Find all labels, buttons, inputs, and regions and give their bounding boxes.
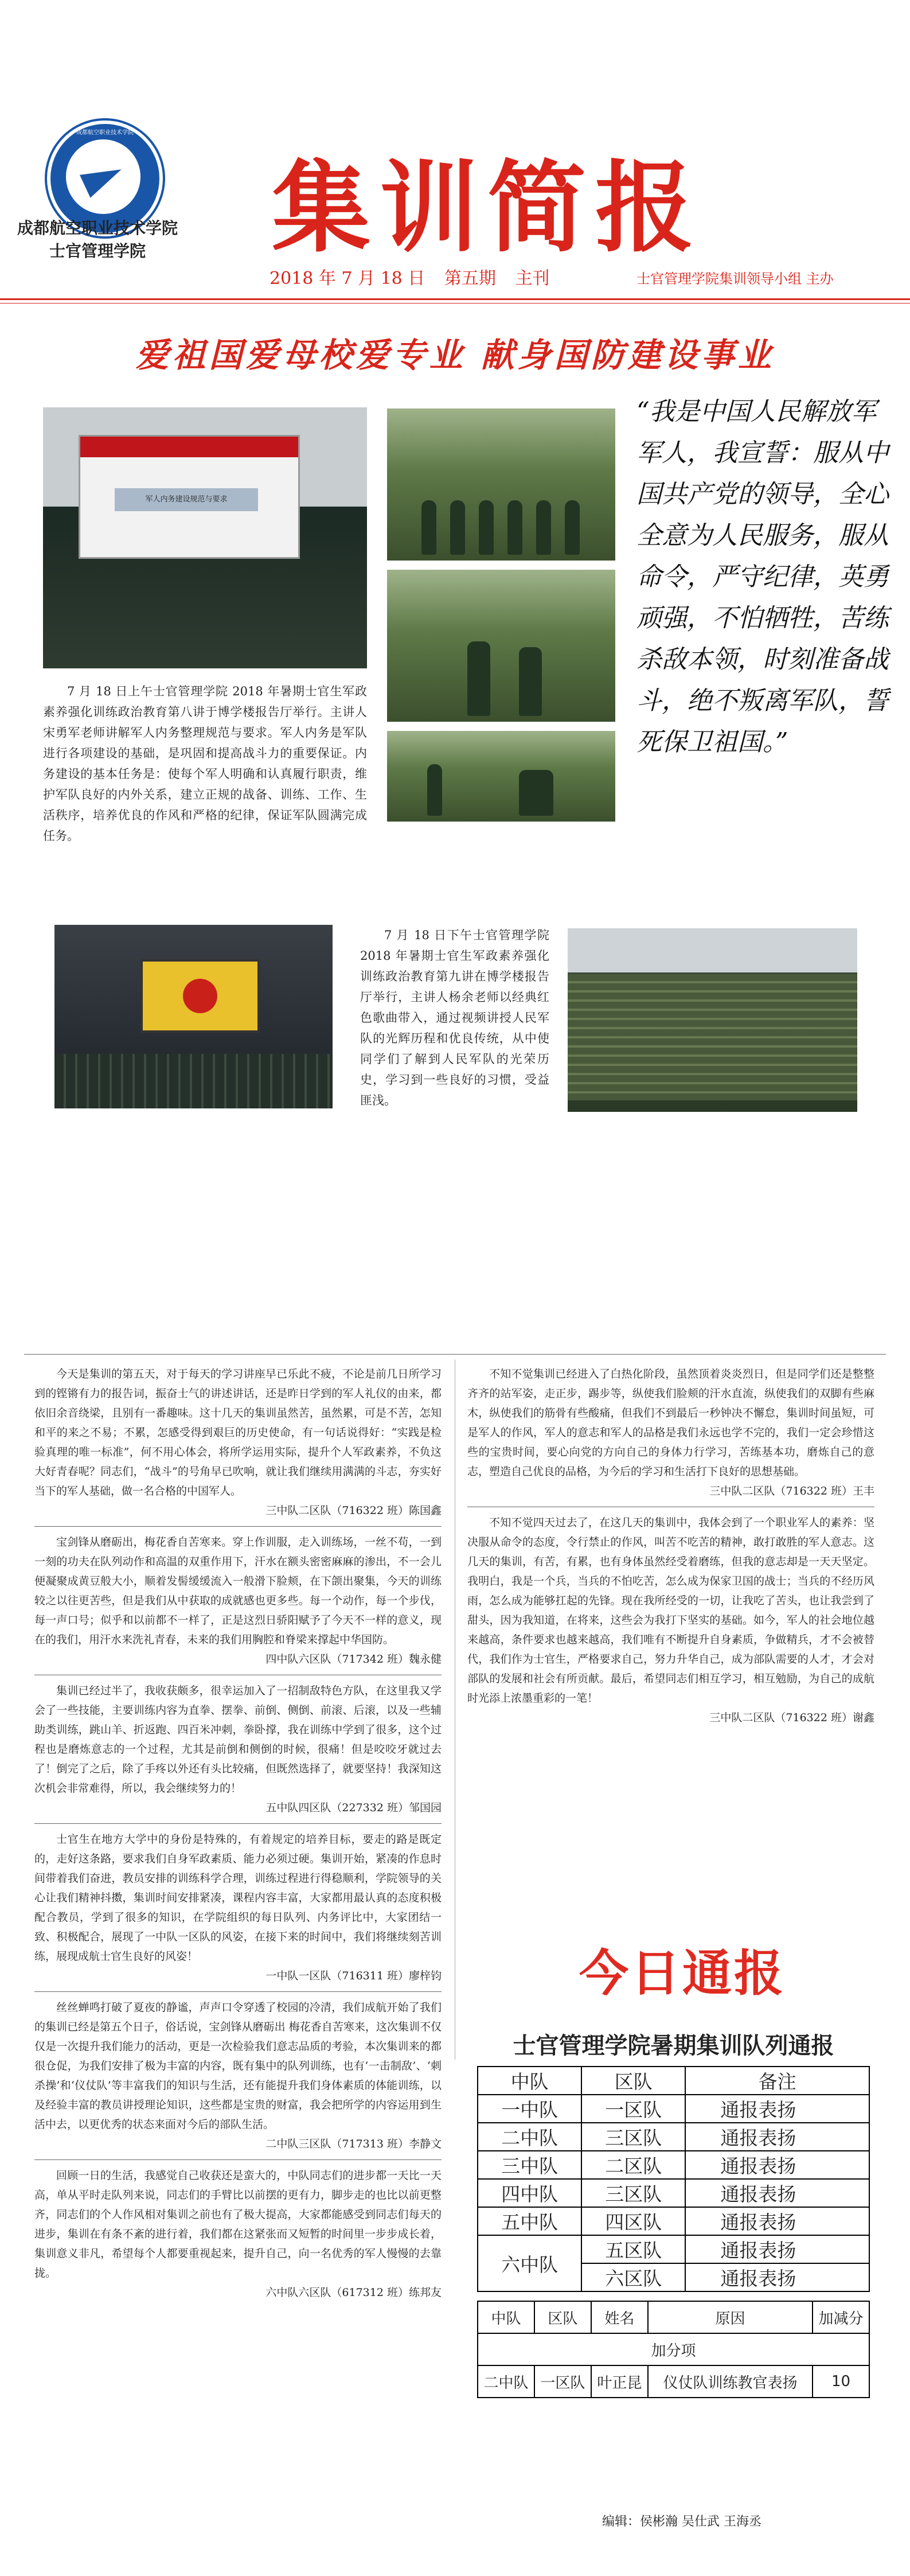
cell-bz: 通报表扬	[685, 2235, 869, 2263]
table-title: 士官管理学院暑期集训队列通报	[513, 2033, 834, 2059]
article-3	[34, 1681, 442, 1824]
article-signature: 六中队六区队（617312 班）练邦友	[265, 2286, 442, 2299]
article-body: 不知不觉集训已经进入了白热化阶段，虽然顶着炎炎烈日，但是同学们还是整整齐齐的站军姿，走正步，踢步等，纵使我们脸颊的汗水直流，纵使我们的双脚有些麻木，纵使我们的筋骨有些酸痛，但我们不到最后一秒钟决不懈怠，集训时间虽短，可是军人的作风，军人的意志和军人的品格是我们永远也学不完的，我们一定会珍惜这些的宝贵时间，要心向党的方向自己的身体力行学习，苦练基本功，磨炼自己的意志，塑造自己优良的品格，为今后的学习和生活打下良好的思想基础。	[467, 1368, 874, 1478]
article-5	[34, 1998, 442, 2160]
article-signature: 三中队二区队（716322 班）谢鑫	[709, 1711, 874, 1724]
lecture9-hall-photo	[54, 925, 333, 1108]
issue-date: 2018 年 7 月 18 日	[270, 269, 425, 289]
article-body: 士官生在地方大学中的身份是特殊的，有着规定的培养目标，要走的路是既定的，走好这条路，要求我们自身军政素质、能力必须过硬。集训开始，紧凑的作息时间带着我们奋进，教员安排的训练科学合理，训练过程进行得稳顺利，学院领导的关心让我们精神抖擞，集训时间安排紧凑，课程内容丰富，大家都用最认真的态度积极配合教员，学到了很多的知识，在学院组织的每日队列、内务评比中，大家团结一致、积极配合，展现了一中队一区队的风姿，在接下来的时间中，我们将继续刻苦训练，展现成航士官生良好的风姿！	[34, 1833, 442, 1963]
col-header: 备注	[685, 2067, 869, 2095]
article-body: 今天是集训的第五天，对于每天的学习讲座早已乐此不疲，不论是前几日所学习到的铿锵有力的报告词，振奋士气的讲述讲话，还是昨日学到的军人礼仪的由来，都依旧余音绕梁，且别有一番趣味。这十几天的集训虽然苦，虽然累，可是不苦，怎知和平的来之不易；不累，怎感受得到艰巨的历史使命，有一句话说得好：“实践是检验真理的唯一标准”，何不用心体会，将所学运用实际，提升个人军政素养，不负这大好青春呢？同志们，“战斗”的号角早已吹响，就让我们继续用满满的斗志，夯实好当下的军人基础，做一名合格的中国军人。	[34, 1368, 442, 1497]
article-6	[34, 2166, 442, 2302]
article-body: 丝丝蝉鸣打破了夏夜的静谧，声声口令穿透了校园的冷清，我们成航开始了我们的集训已经是第五个日子，俗话说，宝剑锋从磨砺出 梅花香自苦寒来，这次集训不仅仅是一次提升我们能力的活动，更是一次检验我们意志品质的考验，本次集训来的都很仓促，为我们安排了极为丰富的内容，既有集中的队列训练，也有‘一击制敌’、‘刺杀操’和‘仪仗队’等丰富我们的知识与生活，还有能提升我们身体素质的体能训练，以及经验丰富的教员讲授理论知识，这些都是宝贵的财富，我会把所学的内容运用到生活中去，以更优秀的状态来面对今后的部队生活。	[34, 2001, 442, 2131]
organizer: 士官管理学院集训领导小组 主办	[636, 271, 834, 287]
cell-bz: 通报表扬	[685, 2151, 869, 2179]
drill-photo-3	[387, 731, 615, 822]
articles-left-column	[34, 1364, 442, 2302]
section-label: 加分项	[478, 2333, 869, 2365]
cell: 一区队	[534, 2365, 591, 2398]
cell-qd: 一区队	[581, 2095, 685, 2123]
lecture8-text: 7 月 18 日上午士官管理学院 2018 年暑期士官生军政素养强化训练政治教育第八讲于博学楼报告厅举行。主讲人宋勇军老师讲解军人内务整理规范与要求。军人内务是军队进行各项建设的基础，是巩固和提高战斗力的重要保证。内务建设的基本任务是：使每个军人明确和认真履行职责，维护军队良好的内外关系，建立正规的战备、训练、工作、生活秩序，培养优良的作风和严格的纪律，保证军队圆满完成任务。	[43, 684, 367, 843]
table-row	[478, 2207, 869, 2235]
col-header: 加减分	[813, 2301, 869, 2333]
cell-zd: 四中队	[478, 2179, 581, 2207]
cell-qd: 二区队	[581, 2151, 685, 2179]
notice-title: 今日通报	[579, 1945, 786, 2002]
table-row	[478, 2095, 869, 2123]
audience-photo	[568, 928, 857, 1112]
article-signature: 一中队一区队（716311 班）廖梓钧	[265, 1970, 442, 1982]
table-row	[478, 2365, 869, 2398]
cell: 10	[813, 2365, 869, 2398]
table-row	[478, 2151, 869, 2179]
articles-right-column	[467, 1364, 874, 1727]
cell: 仪仗队训练教官表扬	[648, 2365, 813, 2398]
bonus-points-table	[477, 2301, 870, 2398]
airplane-icon	[80, 158, 127, 197]
col-header: 中队	[478, 2301, 534, 2333]
school-line2: 士官管理学院	[49, 242, 146, 260]
projector-screen	[79, 435, 300, 559]
article-body: 集训已经过半了，我收获颇多，很幸运加入了一招制敌特色方队，在这里我又学会了一些技能，主要训练内容为直拳、摆拳、前倒、侧倒、前滚、后滚，以及一些辅助类训练，跳山羊、折返跑、四百米冲刺，拳卧撑，我在训练中学到了很多，这个过程也是磨炼意志的一个过程，尤其是前倒和侧倒的时候，很痛！但是咬咬牙就过去了！倒完了之后，除了手疼以外还有头比较痛，但既然选择了，就要坚持！我深知这次机会非常难得，所以，我会继续努力的！	[34, 1684, 442, 1795]
cell: 叶正昆	[591, 2365, 648, 2398]
soldier-oath: “我是中国人民解放军军人，我宣誓：服从中国共产党的领导，全心全意为人民服务，服从命令，严守纪律，英勇顽强，不怕牺牲，苦练杀敌本领，时刻准备战斗，绝不叛离军队，誓死保卫祖国。”	[636, 397, 889, 757]
table-header-row	[478, 2301, 869, 2333]
cell-bz: 通报表扬	[685, 2207, 869, 2235]
col-header: 区队	[581, 2067, 685, 2095]
article-signature: 二中队三区队（717313 班）李静文	[265, 2138, 442, 2150]
school-name	[11, 217, 183, 263]
lecture-hall-photo	[43, 407, 367, 668]
table-row	[478, 2235, 869, 2263]
article-7	[467, 1364, 874, 1507]
col-header: 区队	[534, 2301, 591, 2333]
articles-top-rule	[24, 1354, 886, 1355]
formation-report-table	[477, 2024, 870, 2292]
cell-qd: 三区队	[581, 2123, 685, 2151]
issue-line	[270, 264, 563, 289]
cell-qd: 六区队	[581, 2263, 685, 2291]
cell-qd: 五区队	[581, 2235, 685, 2263]
article-body: 回顾一日的生活，我感觉自己收获还是蛮大的，中队同志们的进步都一天比一天高，单从平时走队列来说，同志们的手臂比以前摆的更有力，脚步走的也比以前更整齐，同志们的个人作风相对集训之前也有了极大提高，大家都能感受到同志们每天的进步，集训在有条不紊的进行着，我们都在这紧张而又短暂的时间里一步步成长着，集训意义非凡，希望每个人都要重视起来，提升自己，向一名优秀的军人慢慢的去靠拢。	[34, 2169, 442, 2279]
cell-zd: 五中队	[478, 2207, 581, 2235]
lecture9-text: 7 月 18 日下午士官管理学院 2018 年暑期士官生军政素养强化训练政治教育第九讲在博学楼报告厅举行，主讲人杨余老师以经典红色歌曲带入，通过视频讲授人民军队的光辉历程和优良传统，从中使同学们了解到人民军队的光荣历史，学习到一些良好的习惯，受益匪浅。	[360, 928, 549, 1107]
editors: 编辑：侯彬瀚 吴仕武 王海丞	[602, 2515, 761, 2529]
projector-screen-2	[140, 959, 260, 1033]
cell-qd: 三区队	[581, 2179, 685, 2207]
article-signature: 三中队二区队（716322 班）陈国鑫	[265, 1504, 442, 1517]
cell-qd: 四区队	[581, 2207, 685, 2235]
cell-zd: 二中队	[478, 2123, 581, 2151]
cell-bz: 通报表扬	[685, 2179, 869, 2207]
article-4	[34, 1830, 442, 1992]
school-line1: 成都航空职业技术学院	[17, 219, 178, 238]
col-header: 原因	[648, 2301, 813, 2333]
cell-bz: 通报表扬	[685, 2123, 869, 2151]
cell: 二中队	[478, 2365, 534, 2398]
article-2	[34, 1532, 442, 1675]
logo-ring-text: 成都航空职业技术学院	[76, 130, 134, 136]
issue-edition: 主刊	[515, 269, 550, 289]
table-section-row	[478, 2333, 869, 2365]
cell-zd: 六中队	[478, 2235, 581, 2291]
screen-slide-title: 军人内务建设规范与要求	[115, 488, 258, 511]
article-8	[467, 1513, 874, 1727]
cell-bz: 通报表扬	[685, 2263, 869, 2291]
cell-bz: 通报表扬	[685, 2095, 869, 2123]
article-body: 宝剑锋从磨砺出，梅花香自苦寒来。穿上作训服，走入训练场，一丝不苟，一到一刻的功夫在队列动作和高温的双重作用下，汗水在额头密密麻麻的渗出，不一会儿便凝聚成黄豆般大小，顺着发髻缓缓流入一般滑下脸颊，在下颌出聚集，今天的训练较之以往更苦些，但是我们从中获取的成就感也更多些。每一个动作，每一个步伐，每一声口号；似乎和以前都不一样了，正是这烈日骄阳赋予了今天不一样的意义，现在的我们，用汗水来洗礼青春，未来的我们用胸腔和脊梁来撑起中华国防。	[34, 1536, 442, 1646]
masthead-title: 集训简报	[272, 149, 703, 266]
drill-photo-1	[387, 408, 615, 561]
issue-number: 第五期	[444, 269, 496, 289]
article-1	[34, 1364, 442, 1527]
cell-zd: 一中队	[478, 2095, 581, 2123]
table-header-row	[478, 2067, 869, 2095]
article-signature: 五中队四区队（227332 班）邹国园	[265, 1801, 442, 1814]
table-row	[478, 2123, 869, 2151]
slogan: 爱祖国爱母校爱专业 献身国防建设事业	[135, 336, 775, 375]
article-body: 不知不觉四天过去了，在这几天的集训中，我体会到了一个职业军人的素养：坚决服从命令的态度，令行禁止的作风，叫苦不吃苦的精神，敢打敢胜的军人意志。这几天的集训，有苦，有累，也有身体虽然经受着磨练，但我的意志却是一天天坚定。我明白，我是一个兵，当兵的不怕吃苦，怎么成为保家卫国的战士；当兵的不经历风雨，怎么成为能够扛起的先锋。现在我所经受的一切，让我吃了苦头，也让我尝到了甜头，因为我知道，在将来，这些会为我打下坚实的基础。如今，军人的社会地位越来越高，条件要求也越来越高，我们唯有不断提升自身素质，争做精兵，才不会被替代，我们作为士官生，严格要求自己，努力升华自己，成为部队需要的人才，才会对部队的发展和社会有所贡献。最后，希望同志们相互学习，相互勉励，为自己的成航时光添上浓墨重彩的一笔！	[467, 1516, 874, 1705]
table-row	[478, 2179, 869, 2207]
cell-zd: 三中队	[478, 2151, 581, 2179]
drill-photo-2	[387, 570, 615, 722]
article-signature: 三中队二区队（716322 班）王丰	[709, 1485, 874, 1497]
header-rule	[0, 298, 910, 300]
article-signature: 四中队六区队（717342 班）魏永健	[265, 1653, 442, 1666]
col-header: 姓名	[591, 2301, 648, 2333]
col-header: 中队	[478, 2067, 581, 2095]
